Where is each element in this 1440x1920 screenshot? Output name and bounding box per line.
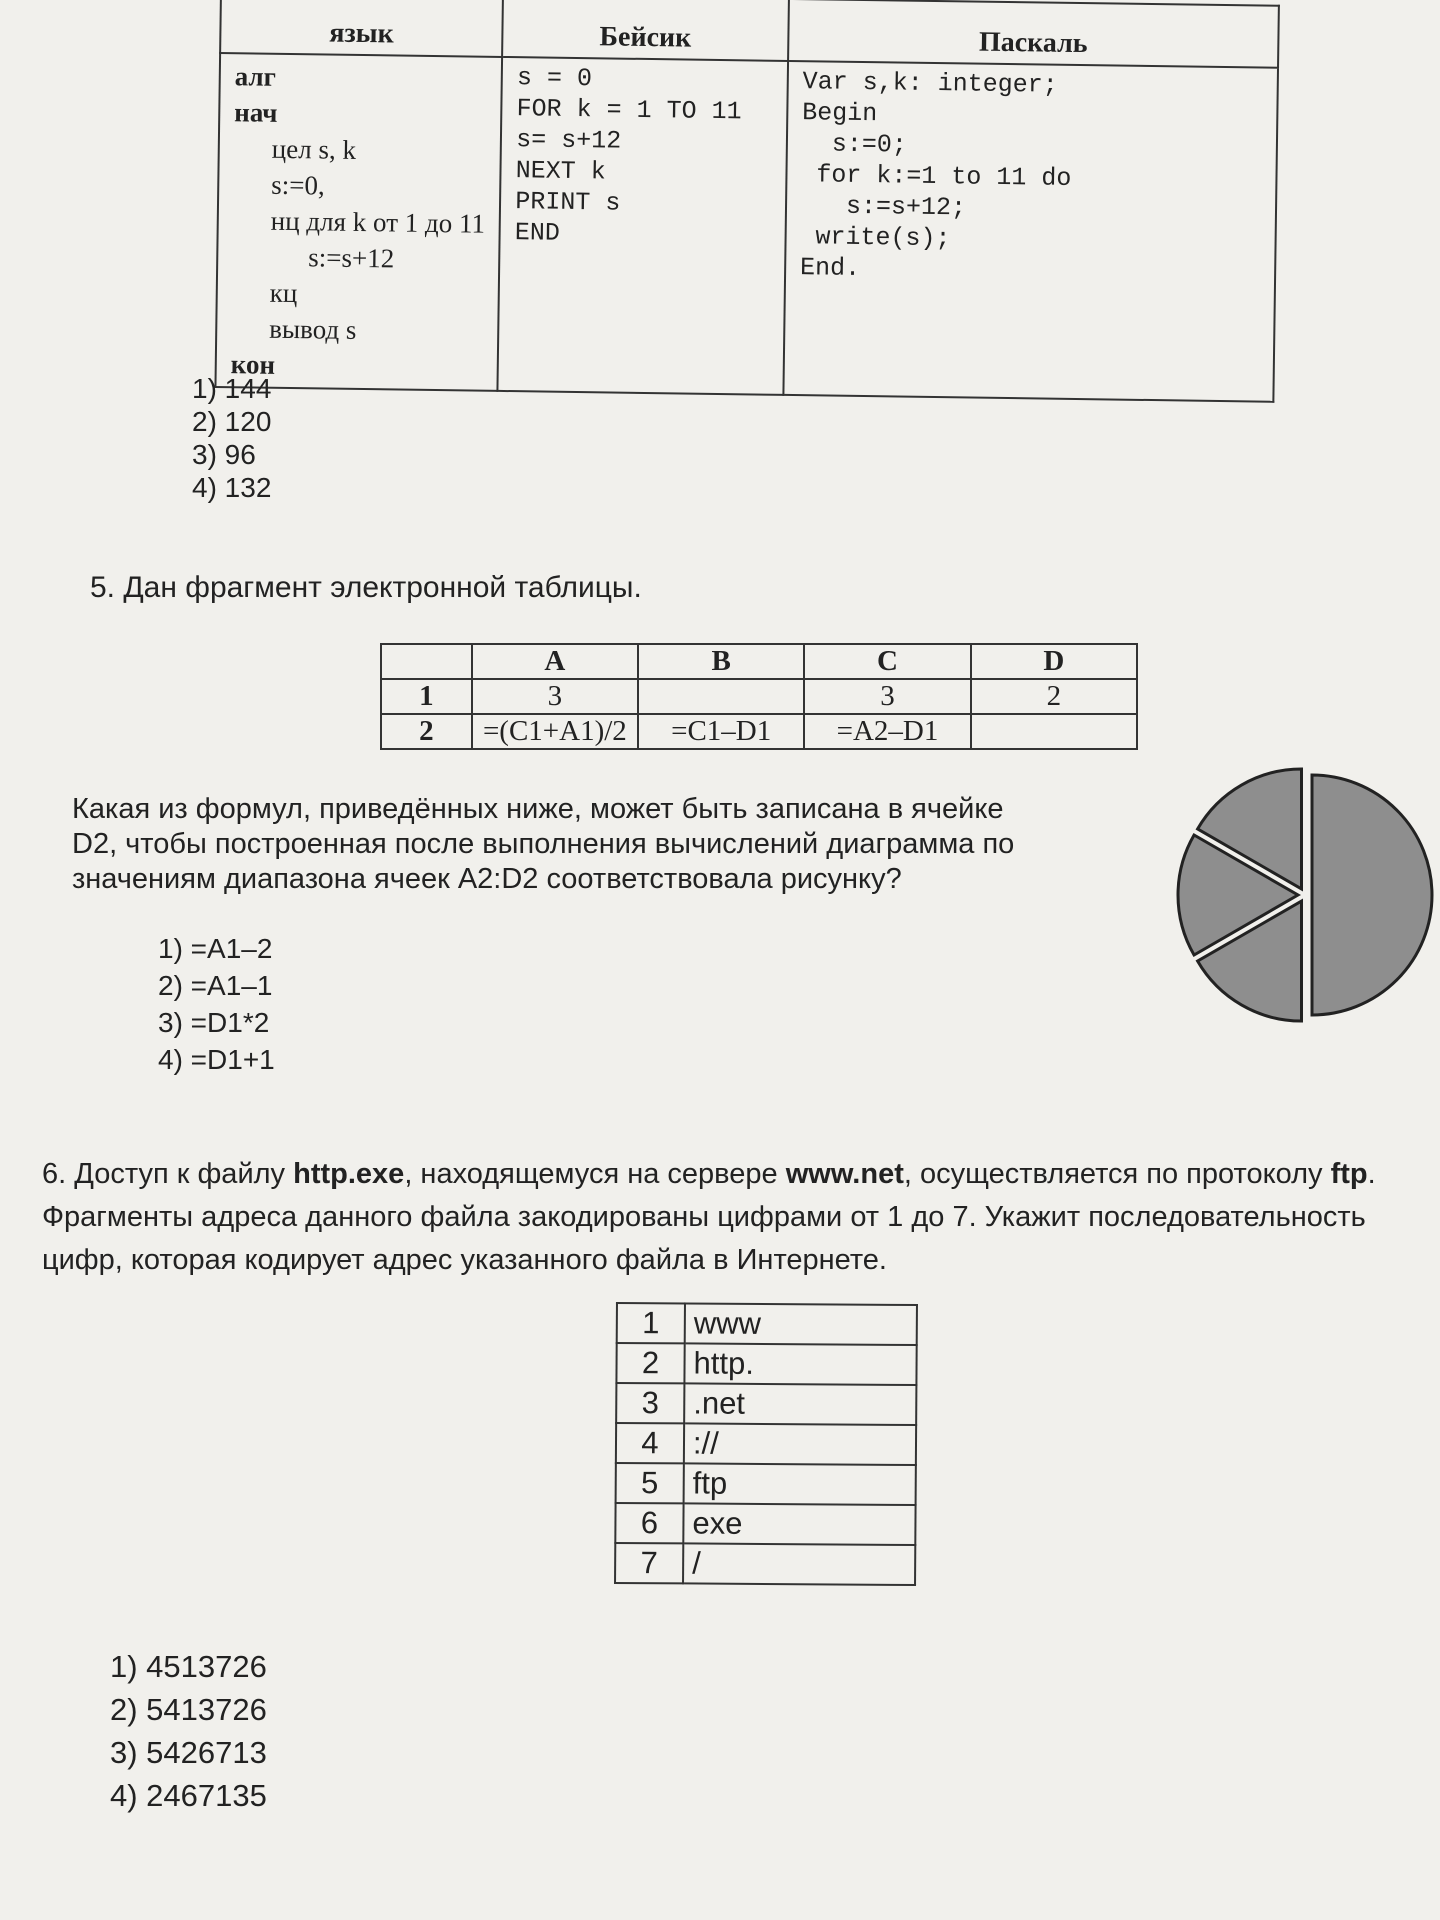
address-fragment: ftp — [684, 1463, 916, 1505]
bold-term: www.net — [785, 1158, 904, 1190]
option-1: 1) =A1–2 — [158, 933, 273, 964]
option-3: 3) 96 — [192, 439, 256, 470]
code-number: 2 — [616, 1343, 684, 1383]
code-number: 4 — [616, 1423, 684, 1463]
code-number: 7 — [615, 1543, 683, 1583]
code-number: 6 — [615, 1503, 683, 1543]
pascal-code-line: Var s,k: integer; — [802, 67, 1058, 100]
algo-line: вывод s — [269, 313, 357, 345]
column-header: B — [638, 644, 804, 679]
code-number: 5 — [616, 1463, 684, 1503]
column-header: C — [804, 644, 970, 679]
algo-code-cell — [215, 53, 502, 391]
basic-code-line: FOR k = 1 TO 11 — [516, 94, 742, 127]
pascal-code-line: s:=0; — [801, 129, 908, 160]
algo-line: кон — [230, 349, 276, 380]
sheet-cell — [971, 714, 1137, 749]
basic-code-line: PRINT s — [515, 187, 621, 218]
algo-line: цел s, k — [271, 133, 357, 165]
task4-options — [192, 372, 271, 504]
code-number: 1 — [617, 1303, 685, 1343]
option-1: 1) 144 — [192, 373, 272, 404]
sheet-cell: =A2–D1 — [804, 714, 970, 749]
task6-question — [42, 1153, 1437, 1282]
pie-slice-a2 — [1312, 775, 1432, 1015]
algo-line: s:=s+12 — [308, 242, 395, 274]
bold-term: http.exe — [293, 1158, 405, 1190]
algo-line: нач — [234, 97, 278, 128]
address-fragment: exe — [683, 1503, 915, 1545]
question-line: Какая из формул, приведённых ниже, может быть записана в ячейке — [72, 793, 1004, 825]
address-fragments-table — [614, 1302, 918, 1586]
row-header: 2 — [381, 714, 472, 749]
address-fragment: :// — [684, 1423, 916, 1465]
address-fragment: / — [683, 1543, 915, 1585]
basic-code-line: s = 0 — [516, 63, 593, 94]
pascal-code-line: for k:=1 to 11 do — [801, 160, 1072, 193]
sheet-cell: 3 — [804, 679, 970, 714]
option-3: 3) =D1*2 — [158, 1007, 270, 1038]
sheet-cell: 3 — [472, 679, 638, 714]
column-header — [381, 644, 472, 679]
header-algo: язык — [220, 0, 503, 57]
basic-code-line: s= s+12 — [515, 125, 622, 156]
text-segment: 6. Доступ к файлу — [42, 1158, 294, 1190]
basic-code-line: NEXT k — [515, 156, 606, 187]
header-basic: Бейсик — [502, 0, 788, 61]
sheet-cell: 2 — [971, 679, 1137, 714]
question-line: D2, чтобы построенная после выполнения вычислений диаграмма по — [72, 828, 1015, 860]
text-segment: , осуществляется по протоколу — [903, 1158, 1331, 1190]
option-2: 2) 120 — [192, 406, 272, 437]
algo-line: нц для k от 1 до 11 — [270, 205, 486, 239]
option-4: 4) =D1+1 — [158, 1044, 275, 1075]
row-header: 1 — [381, 679, 472, 714]
pascal-code-line: s:=s+12; — [800, 191, 967, 223]
option-2: 2) =A1–1 — [158, 970, 273, 1001]
option-1: 1) 4513726 — [110, 1649, 267, 1684]
bold-term: ftp — [1330, 1158, 1368, 1190]
sheet-cell — [638, 679, 804, 714]
pie-chart — [1170, 765, 1440, 1025]
option-2: 2) 5413726 — [110, 1692, 267, 1727]
task5-title: 5. Дан фрагмент электронной таблицы. — [90, 571, 642, 604]
sheet-cell: =(C1+A1)/2 — [472, 714, 638, 749]
pascal-code-line: Begin — [802, 98, 878, 129]
address-fragment: http. — [684, 1343, 916, 1385]
option-3: 3) 5426713 — [110, 1735, 267, 1770]
task6-options — [110, 1645, 267, 1817]
spreadsheet-fragment — [380, 643, 1138, 750]
algo-line: алг — [234, 61, 277, 92]
task5-question — [72, 792, 1014, 897]
text-segment: , находящемуся на сервере — [404, 1158, 786, 1190]
address-fragment: .net — [684, 1383, 916, 1425]
pascal-code-line: End. — [799, 253, 861, 283]
code-number: 3 — [616, 1383, 684, 1423]
basic-code-cell — [498, 57, 788, 395]
algo-line: s:=0, — [271, 169, 325, 201]
task5-options — [158, 930, 275, 1078]
option-4: 4) 2467135 — [110, 1778, 267, 1813]
sheet-cell: =C1–D1 — [638, 714, 804, 749]
column-header: D — [971, 644, 1137, 679]
text-segment: . Фрагменты адреса данного файла закодированы цифрами от 1 до 7. Укажит последовательность цифр, которая кодирует адрес указанного файла в Интернете. — [42, 1158, 1376, 1276]
basic-code-line: END — [514, 218, 561, 248]
question-line: значениям диапазона ячеек A2:D2 соответствовала рисунку? — [72, 863, 902, 895]
header-pascal: Паскаль — [788, 0, 1279, 68]
option-4: 4) 132 — [192, 472, 272, 503]
code-comparison-table — [215, 0, 1280, 380]
pascal-code-line: write(s); — [800, 222, 951, 254]
address-fragment: www — [685, 1303, 917, 1345]
algo-line: кц — [269, 277, 298, 309]
column-header: A — [472, 644, 638, 679]
pascal-code-cell — [783, 61, 1278, 402]
